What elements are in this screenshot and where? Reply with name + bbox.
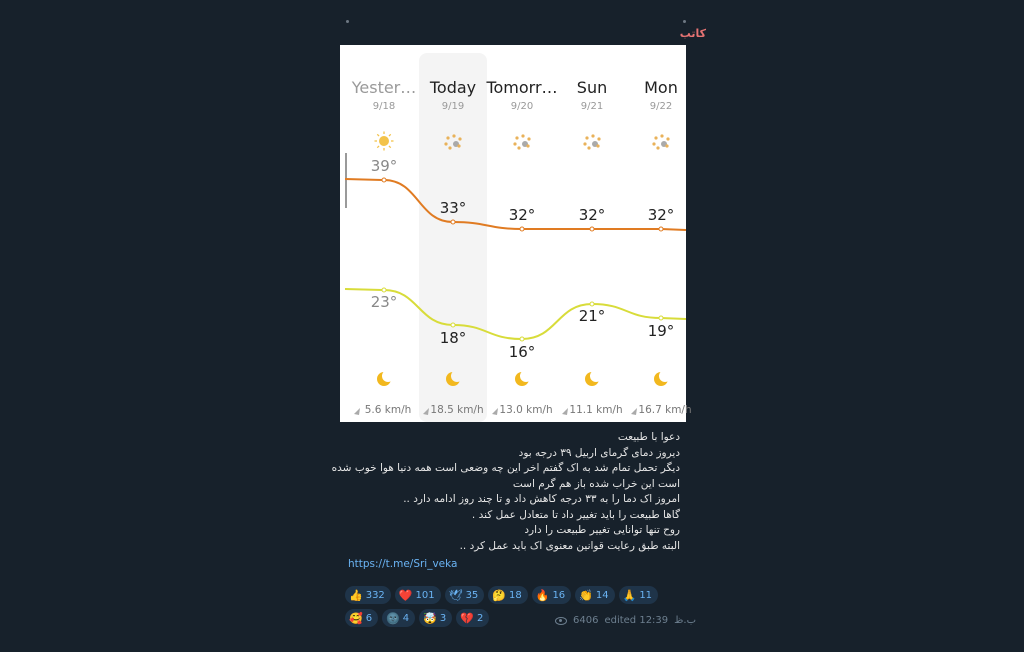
moon-mask [590, 370, 602, 382]
reaction-emoji: ❤️ [398, 588, 413, 602]
moon-mask [451, 370, 463, 382]
temperature-point [520, 227, 524, 231]
reaction-emoji: 🤯 [423, 611, 437, 625]
reaction-count: 16 [552, 589, 566, 601]
reaction-chip[interactable] [419, 609, 452, 627]
haze-dot [446, 136, 449, 139]
wind-speed: 16.7 km/h [638, 404, 692, 416]
haze-dot [515, 136, 518, 139]
temperature-point [451, 220, 455, 224]
temperature-point [659, 227, 663, 231]
time-period: ب.ظ [674, 615, 696, 626]
low-temp-label: 16° [508, 343, 536, 361]
reaction-count: 18 [509, 589, 522, 601]
reaction-chip[interactable] [382, 609, 415, 627]
day-date: 9/19 [441, 101, 465, 112]
haze-dot [591, 134, 594, 137]
reaction-chip[interactable] [619, 586, 658, 604]
scroll-indicator [345, 153, 347, 208]
message-caption [331, 430, 680, 554]
low-temp-label: 18° [439, 329, 467, 347]
caption-line: امروز اک دما را به ۳۳ درجه کاهش داد و تا چند روز ادامه دارد .. [403, 493, 680, 505]
moon-mask [659, 370, 671, 382]
caption-line: دیگر تحمل تمام شد به اک گفتم اخر این چه وضعی است همه دنیا هوا خوب شده [331, 462, 680, 474]
low-temp-label: 21° [578, 307, 606, 325]
reaction-emoji: 🤔 [492, 588, 506, 602]
reaction-emoji: 🕊 [448, 588, 463, 602]
haze-dot [513, 142, 516, 145]
reaction-emoji: 🔥 [535, 588, 550, 602]
moon-mask [520, 370, 532, 382]
reaction-emoji: 💔 [460, 611, 474, 625]
reaction-count: 6 [365, 612, 373, 624]
day-name: Today [429, 78, 477, 97]
caption-line: است این خراب شده باز هم گرم است [512, 477, 680, 490]
views-count: 6406 [573, 615, 599, 626]
reaction-emoji: 👏 [579, 588, 593, 602]
haze-dot [583, 142, 586, 145]
high-temp-label: 33° [439, 199, 467, 217]
haze-dot [527, 137, 530, 140]
haze-dot [444, 142, 447, 145]
wind-direction-icon [354, 408, 360, 415]
high-temp-label: 32° [578, 206, 606, 224]
wind-direction-icon [631, 408, 637, 415]
reaction-chip[interactable] [395, 586, 441, 604]
reaction-chip[interactable] [532, 586, 571, 604]
haze-dot [596, 144, 599, 147]
reaction-emoji: 🙏 [622, 588, 637, 602]
high-temp-label: 32° [647, 206, 675, 224]
corner-dot-left [346, 20, 349, 23]
edited-time: edited 12:39 [604, 615, 669, 626]
caption-line: روح تنها توانایی تغییر طبیعت را دارد [524, 524, 680, 536]
sun-ray [377, 134, 379, 136]
wind-speed: 11.1 km/h [569, 404, 623, 416]
channel-link[interactable]: https://t.me/Sri_veka [348, 558, 458, 570]
haze-dot [666, 137, 669, 140]
temperature-point [590, 302, 594, 306]
day-name: Tomorr… [486, 78, 558, 97]
temperature-point [382, 288, 386, 292]
sun-icon [379, 136, 389, 146]
haze-dot [521, 134, 524, 137]
wind-speed: 18.5 km/h [430, 404, 484, 416]
temperature-point [451, 323, 455, 327]
reaction-emoji: 👍 [349, 588, 363, 602]
wind-speed: 13.0 km/h [499, 404, 553, 416]
haze-dot [448, 146, 451, 149]
day-date: 9/21 [580, 101, 604, 112]
caption-line: دعوا با طبیعت [617, 431, 680, 443]
reaction-count: 11 [639, 589, 653, 601]
haze-dot [517, 146, 520, 149]
moon-mask [382, 370, 394, 382]
corner-dot-right [683, 20, 686, 23]
day-name: Yester… [351, 78, 417, 97]
haze-dot [660, 134, 663, 137]
temperature-point [382, 178, 386, 182]
weather-screenshot-image[interactable] [340, 45, 692, 422]
reaction-emoji: 🌚 [386, 611, 400, 625]
reaction-chip[interactable] [345, 586, 391, 604]
sun-ray [389, 134, 391, 136]
temperature-point [659, 316, 663, 320]
temperature-point [590, 227, 594, 231]
caption-line: دیروز دمای گرمای اربیل ۳۹ درجه بود [518, 446, 680, 459]
sun-ray [377, 146, 379, 148]
high-temp-label: 32° [508, 206, 536, 224]
wind-direction-icon [492, 408, 498, 415]
reaction-count: 101 [415, 589, 435, 601]
wind-direction-icon [562, 408, 568, 415]
reactions-row [345, 586, 665, 604]
haze-dot [585, 136, 588, 139]
caption-line: گاها طبیعت را باید تغییر داد تا متعادل عمل کند . [471, 508, 680, 521]
reaction-chip[interactable] [456, 609, 489, 627]
reaction-chip[interactable] [488, 586, 527, 604]
haze-dot [654, 136, 657, 139]
high-temp-label: 39° [370, 157, 398, 175]
temperature-point [520, 337, 524, 341]
day-date: 9/20 [510, 101, 534, 112]
channel-author[interactable]: کاتب [679, 27, 706, 40]
message-meta [555, 615, 696, 626]
haze-dot [452, 134, 455, 137]
reaction-count: 35 [465, 589, 479, 601]
low-temp-label: 23° [370, 293, 398, 311]
haze-dot [458, 137, 461, 140]
weather-forecast-graphic [340, 45, 692, 422]
haze-dot [665, 144, 668, 147]
wind-speed: 5.6 km/h [364, 404, 412, 416]
reaction-count: 14 [595, 589, 609, 601]
reaction-chip[interactable] [575, 586, 614, 604]
haze-dot [652, 142, 655, 145]
reaction-chip[interactable] [345, 609, 378, 627]
haze-dot [587, 146, 590, 149]
haze-dot [656, 146, 659, 149]
haze-dot [526, 144, 529, 147]
reaction-count: 4 [402, 612, 410, 624]
reaction-count: 332 [365, 589, 385, 601]
sun-ray [389, 146, 391, 148]
reaction-count: 3 [439, 612, 447, 624]
low-temp-label: 19° [647, 322, 675, 340]
day-name: Sun [576, 78, 608, 97]
haze-dot [457, 144, 460, 147]
caption-line: البته طبق رعایت قوانین معنوی اک باید عمل کرد .. [459, 539, 680, 552]
day-date: 9/22 [649, 101, 673, 112]
views-eye-icon [555, 617, 567, 625]
day-date: 9/18 [372, 101, 396, 112]
reaction-emoji: 🥰 [349, 611, 363, 625]
day-name: Mon [644, 78, 678, 97]
haze-dot [597, 137, 600, 140]
reaction-count: 2 [476, 612, 484, 624]
reaction-chip[interactable] [445, 586, 485, 604]
